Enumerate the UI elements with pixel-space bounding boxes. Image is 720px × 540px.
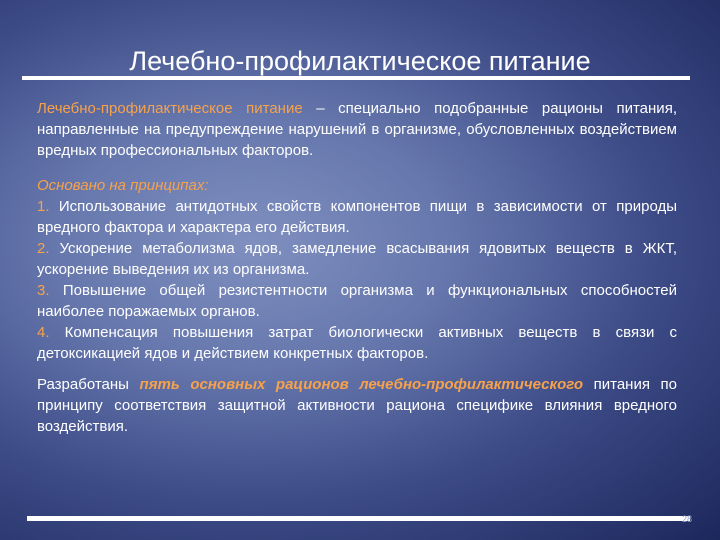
conclusion-highlight: пять основных рационов лечебно-профилактического <box>139 376 584 393</box>
definition-paragraph <box>37 98 677 161</box>
definition-term: Лечебно-профилактическое питание <box>37 100 303 117</box>
conclusion-prefix: Разработаны <box>37 376 140 393</box>
conclusion-paragraph <box>37 374 677 437</box>
principle-text: Повышение общей резистентности организма и функциональных способностей наиболее поражаемых органов. <box>37 282 677 320</box>
principle-text: Компенсация повышения затрат биологически активных веществ в связи с детоксикацией ядов и действием конкретных факторов. <box>37 324 677 362</box>
principles-heading: Основано на принципах: <box>37 177 209 194</box>
principle-number: 2. <box>37 240 50 257</box>
title-underline <box>22 76 690 80</box>
conclusion-suffix: питания по принципу соответствия защитной активности рациона специфике влияния вредного воздействия. <box>37 376 677 435</box>
principle-number: 3. <box>37 282 50 299</box>
definition-text: – специально подобранные рационы питания, направленные на предупреждение нарушений в организме, обусловленных воздействием вредных профессиональных факторов. <box>37 100 677 159</box>
principle-number: 4. <box>37 324 50 341</box>
slide-title: Лечебно-профилактическое питание <box>129 46 591 76</box>
principle-item <box>37 238 677 280</box>
footer-rule <box>27 516 690 521</box>
principle-text: Использование антидотных свойств компонентов пищи в зависимости от природы вредного фактора и характера его действия. <box>37 198 677 236</box>
principle-item <box>37 280 677 322</box>
page-number: 28 <box>681 514 692 524</box>
slide-body <box>37 98 677 437</box>
principle-text: Ускорение метаболизма ядов, замедление всасывания ядовитых веществ в ЖКТ, ускорение выведения их из организма. <box>37 240 677 278</box>
principles-section <box>37 175 677 364</box>
principle-item <box>37 196 677 238</box>
principle-number: 1. <box>37 198 50 215</box>
principle-item <box>37 322 677 364</box>
